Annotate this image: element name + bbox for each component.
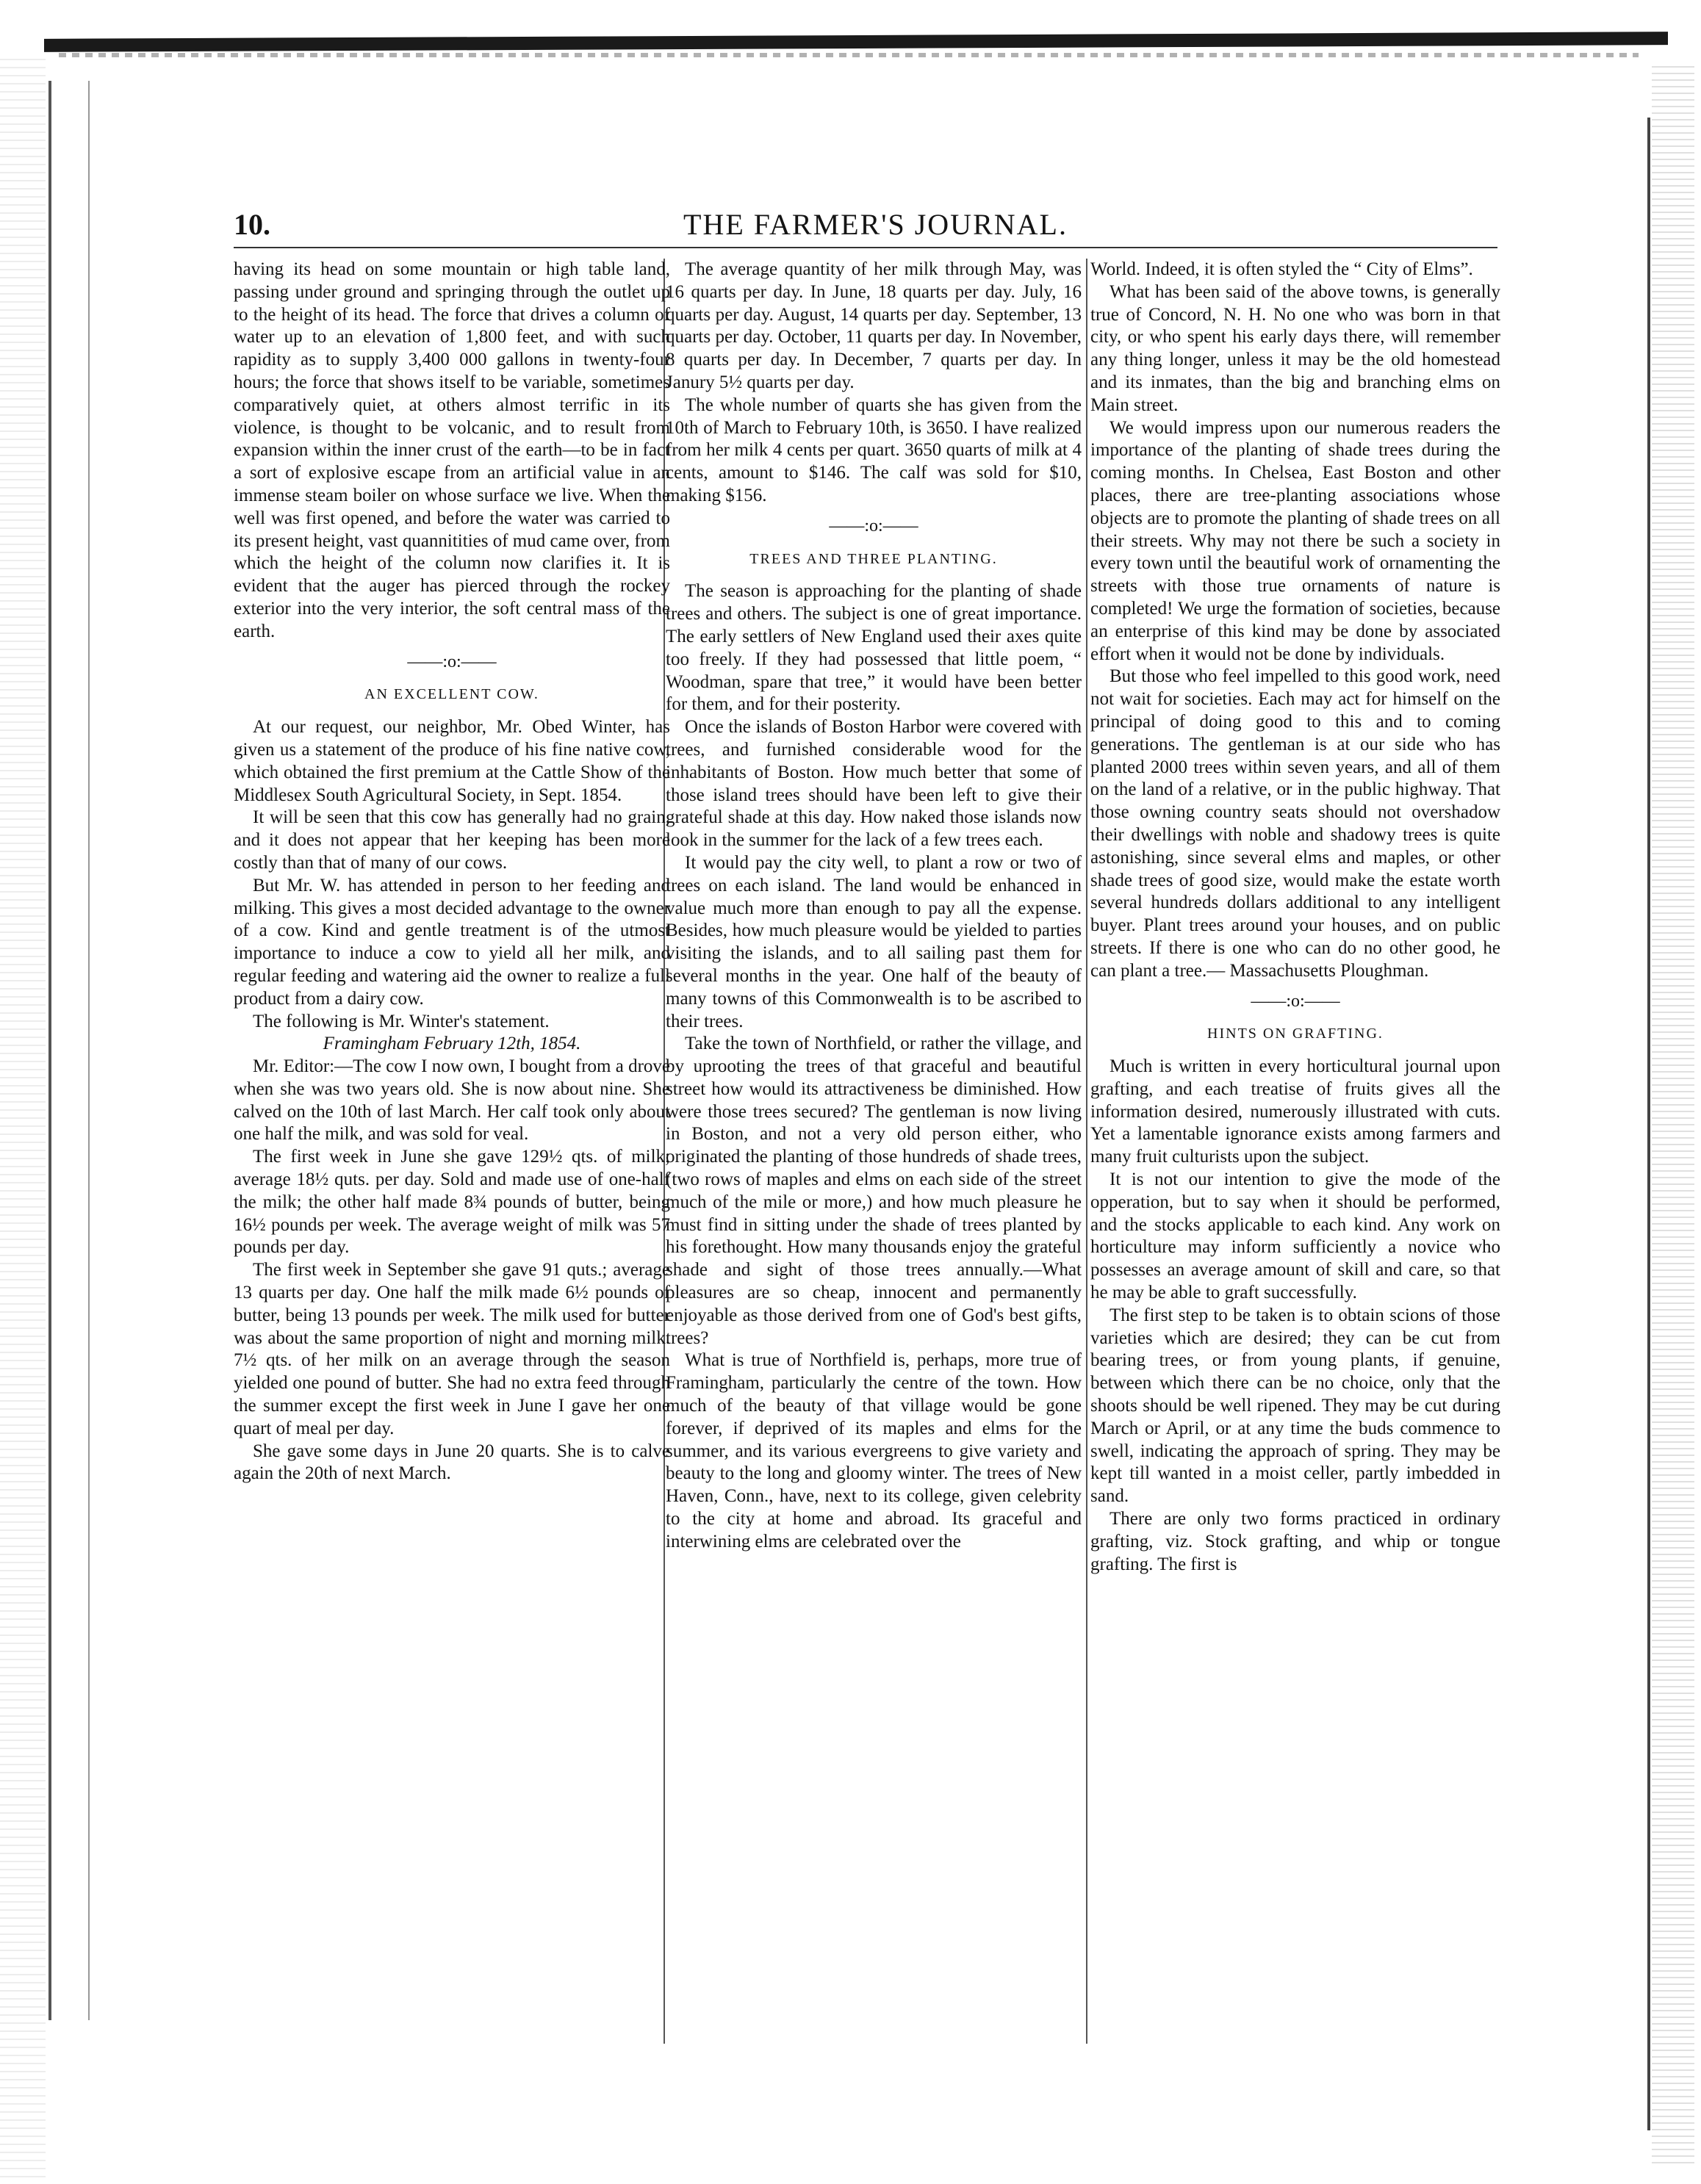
paragraph: But Mr. W. has attended in person to her feeding and milking. This gives a most decided advantage to the owner of a cow. Kind and gentle treatment is of the utmost importance to induce a cow to yield all her milk, and regular feeding and watering aid the owner to realize a full product from a dairy cow.: [234, 875, 670, 1009]
paragraph: It will be seen that this cow has generally had no grain, and it does not appear that her keeping has been more costly than that of many of our cows.: [234, 807, 670, 873]
paragraph: The season is approaching for the planting of shade trees and others. The subject is one of great importance. The early settlers of New England used their axes quite too freely. If they had possessed that little poem, “ Woodman, spare that tree,” it would have been better for them, and for their posterity.: [666, 581, 1082, 715]
section-separator: ——:o:——: [1251, 991, 1340, 1011]
article-heading: HINTS ON GRAFTING.: [1207, 1026, 1384, 1042]
left-margin-rule: [88, 81, 90, 2020]
paragraph: She gave some days in June 20 quarts. She is to calve again the 20th of next March.: [234, 1441, 670, 1484]
paragraph: Mr. Editor:—The cow I now own, I bought from a drove when she was two years old. She is now about nine. She calved on the 10th of last March. Her calf took only about one half the milk, and was sold for veal.: [234, 1056, 670, 1145]
paragraph: But those who feel impelled to this good work, need not wait for societies. Each may act for himself on the principal of doing good to this and to coming generations. The gentleman is at our side who has planted 2000 trees within seven years, and all of them on the land of a relative, or in the public highway. That those owning country seats should not overshadow their dwellings with noble and shadowy trees is quite astonishing, since several elms and maples, or other shade trees of good size, would make the estate worth several hundreds dollars additional to any intelligent buyer. Plant trees around your houses, and on public streets. If there is one who can do no other good, he can plant a tree.— Massachusetts Ploughman.: [1090, 666, 1500, 981]
top-border-bar: [44, 32, 1668, 52]
paragraph: The following is Mr. Winter's statement.: [253, 1011, 550, 1031]
paragraph: It is not our intention to give the mode of the opperation, but to say when it should be performed, and the stocks applicable to each kind. Any work on horticulture may inform sufficiently a novice who possesses an average amount of skill and care, so that he may be able to graft successfully.: [1090, 1170, 1500, 1303]
dateline: Framingham February 12th, 1854.: [323, 1034, 581, 1054]
paragraph: having its head on some mountain or high table land, passing under ground and springing through the outlet up to the height of its head. The force that drives a column of water up to an elevation of 1,800 feet, and with such rapidity as to supply 3,400 000 gallons in twenty-four hours; the force that shows itself to be variable, sometimes comparatively quiet, at others almost terrific in its violence, is thought to be volcanic, and to result from expansion within the inner crust of the earth—to be in fact a sort of explosive escape from an artificial value in an immense steam boiler on whose surface we live. When the well was first opened, and before the water was carried to its present height, vast quannitities of mud came over, from which the height of the column now clarifies it. It is evident that the auger has pierced through the rockey exterior into the very interior, the soft central mass of the earth.: [234, 259, 670, 641]
column-2: [666, 259, 1082, 2044]
paragraph: What is true of Northfield is, perhaps, more true of Framingham, particularly the centre of the town. How much of the beauty of that village would be gone forever, if deprived of its maples and elms for the summer, and its various evergreens to give variety and beauty to the long and gloomy winter. The trees of New Haven, Conn., have, next to its college, given celebrity to the city at home and abroad. Its graceful and interwining elms are celebrated over the: [666, 1350, 1082, 1551]
paragraph: Once the islands of Boston Harbor were covered with trees, and furnished considerable wood for the inhabitants of Boston. How much better that some of those island trees should have been left to give their grateful shade at this day. How naked those islands now look in the summer for the lack of a few trees each.: [666, 717, 1082, 851]
section-separator: ——:o:——: [407, 652, 497, 671]
left-margin-rule: [48, 81, 51, 2020]
running-head: THE FARMER'S JOURNAL.: [683, 208, 1068, 241]
page-number: 10.: [234, 208, 270, 241]
column-1: [234, 259, 670, 2044]
paragraph: There are only two forms practiced in ordinary grafting, viz. Stock grafting, and whip or tongue grafting. The first is: [1090, 1509, 1500, 1574]
top-border-fade: [59, 53, 1639, 57]
paragraph: The whole number of quarts she has given from the 10th of March to February 10th, is 3650. I have realized from her milk 4 cents per quart. 3650 quarts of milk at 4 cents, amount to $146. The calf was sold for $10, making $156.: [666, 394, 1082, 505]
paragraph: Much is written in every horticultural journal upon grafting, and each treatise of fruits gives all the information desired, numerously illustrated with cuts. Yet a lamentable ignorance exists among farmers and many fruit culturists upon the subject.: [1090, 1056, 1500, 1167]
page-edge-speckle: [0, 59, 46, 2184]
header-rule: [234, 247, 1497, 248]
paragraph: The average quantity of her milk through May, was 16 quarts per day. In June, 18 quarts per day. July, 16 quarts per day. August, 14 quarts per day. September, 13 quarts per day. October, 11 quarts per day. In November, 8 quarts per day. In December, 7 quarts per day. In Janury 5½ quarts per day.: [666, 259, 1082, 392]
page-edge-speckle: [1652, 66, 1694, 2167]
right-margin-rule: [1647, 118, 1650, 2130]
paragraph: It would pay the city well, to plant a row or two of trees on each island. The land would be enhanced in value much more than enough to pay all the expense. Besides, how much pleasure would be yielded to parties visiting the islands, and to all sailing past them for several months in the year. One half of the beauty of many towns of this Commonwealth is to be ascribed to their trees.: [666, 852, 1082, 1031]
paragraph: World. Indeed, it is often styled the “ City of Elms”.: [1090, 259, 1473, 279]
paragraph: What has been said of the above towns, is generally true of Concord, N. H. No one who was born in that city, or who spent his early days there, will remember any thing longer, unless it may be the old homestead and its inmates, than the big and branching elms on Main street.: [1090, 281, 1500, 415]
article-heading: AN EXCELLENT COW.: [364, 686, 539, 703]
article-heading: TREES AND THREE PLANTING.: [749, 550, 998, 567]
column-rule: [1086, 259, 1087, 2044]
paragraph: We would impress upon our numerous readers the importance of the planting of shade trees during the coming months. In Chelsea, East Boston and other places, there are tree-planting associations whose objects are to promote the planting of shade trees on all their streets. Why may not there be such a society in every town until the beautiful work of ornamenting the streets with those true ornaments of nature is completed! We urge the formation of societies, because an enterprise of this kind may be done by associated effort when it would not be done by individuals.: [1090, 417, 1500, 664]
paragraph: Take the town of Northfield, or rather the village, and by uprooting the trees of that graceful and beautiful street how would its attractiveness be diminished. How were those trees secured? The gentleman is now living in Boston, and not a very old person either, who originated the planting of those hundreds of shade trees, (two rows of maples and elms on each side of the street much of the mile or more,) and how much pleasure he must find in sitting under the shade of trees planted by his forethought. How many thousands enjoy the grateful shade and sight of those trees annually.—What pleasures are so cheap, innocent and permanently enjoyable as those derived from one of God's best gifts, trees?: [666, 1034, 1082, 1348]
column-3: [1090, 259, 1500, 2044]
paragraph: The first step to be taken is to obtain scions of those varieties which are desired; they can be cut from bearing trees, or from young plants, if genuine, between which there can be no choice, only that the shoots should be well ripened. They may be cut during March or April, or at any time the buds commence to swell, indicating the approach of spring. They may be kept till wanted in a moist celler, partly imbedded in sand.: [1090, 1305, 1500, 1507]
paragraph: At our request, our neighbor, Mr. Obed Winter, has given us a statement of the produce of his fine native cow, which obtained the first premium at the Cattle Show of the Middlesex South Agricultural Society, in Sept. 1854.: [234, 717, 670, 805]
paragraph: The first week in September she gave 91 quts.; average 13 quarts per day. One half the milk made 6½ pounds of butter, being 13 pounds per week. The milk used for butter was about the same proportion of night and morning milk. 7½ qts. of her milk on an average through the season yielded one pound of butter. She had no extra feed through the summer except the first week in June I gave her one quart of meal per day.: [234, 1260, 670, 1438]
section-separator: ——:o:——: [829, 516, 918, 536]
paragraph: The first week in June she gave 129½ qts. of milk; average 18½ quts. per day. Sold and made use of one-half the milk; the other half made 8¾ pounds of butter, being 16½ pounds per week. The average weight of milk was 57 pounds per day.: [234, 1147, 670, 1258]
